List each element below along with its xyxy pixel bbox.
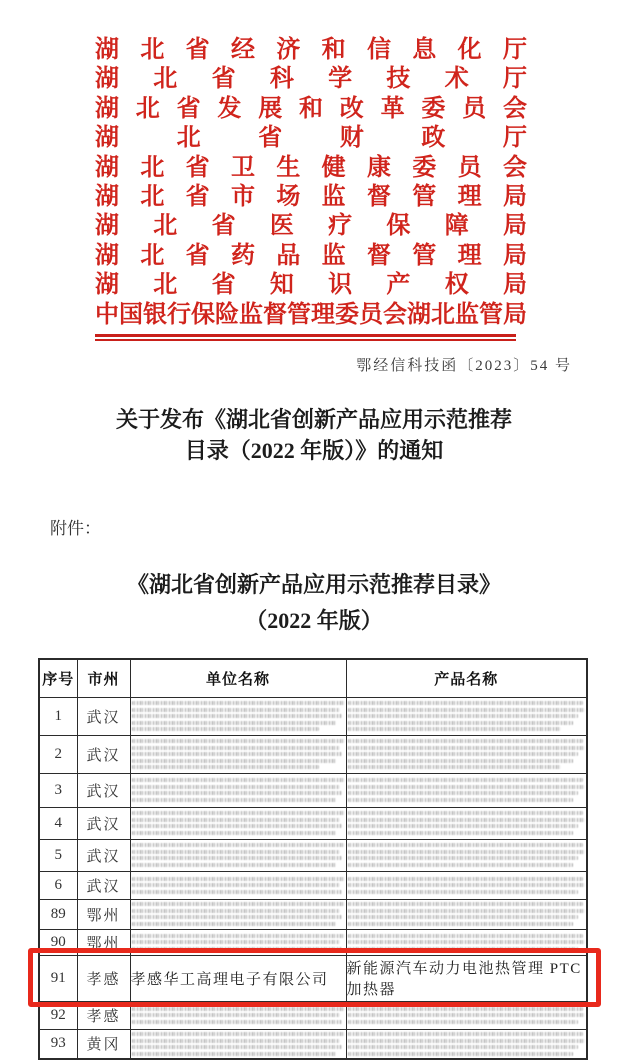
letterhead-line: 湖 北 省 经 济 和 信 息 化 厅 — [95, 37, 527, 63]
cell-no: 92 — [39, 1001, 77, 1029]
col-header-unit: 单位名称 — [130, 659, 346, 697]
table-row — [39, 1001, 587, 1029]
cell-city: 武汉 — [77, 807, 130, 839]
catalog-title — [0, 570, 628, 636]
cell-no: 1 — [39, 697, 77, 735]
redacted-content — [347, 841, 587, 869]
table-row — [39, 807, 587, 839]
redacted-content — [131, 699, 346, 733]
cell-unit — [130, 929, 346, 955]
cell-no: 5 — [39, 839, 77, 871]
redacted-content — [347, 875, 587, 896]
red-separator-rule — [95, 334, 516, 341]
cell-no: 2 — [39, 735, 77, 773]
letterhead-line: 湖 北 省 发 展 和 改 革 委 员 会 — [95, 95, 527, 122]
table-row — [39, 697, 587, 735]
table-row — [39, 735, 587, 773]
cell-no: 3 — [39, 773, 77, 807]
col-header-no: 序号 — [39, 659, 77, 697]
col-header-city: 市州 — [77, 659, 130, 697]
letterhead-line: 中 国 银 行 保 险 监 督 管 理 委 员 会 湖 北 监 管 局 — [95, 301, 527, 328]
letterhead-line: 湖 北 省 卫 生 健 康 委 员 会 — [95, 154, 527, 181]
letterhead-line: 湖 北 省 科 学 技 术 厅 — [95, 66, 527, 93]
redacted-content — [131, 900, 346, 928]
cell-city: 鄂州 — [77, 929, 130, 955]
cell-product — [346, 735, 587, 773]
cell-product — [346, 839, 587, 871]
cell-unit — [130, 807, 346, 839]
cell-product: 新能源汽车动力电池热管理 PTC 加热器 — [346, 955, 587, 1001]
table-row — [39, 839, 587, 871]
cell-city: 武汉 — [77, 697, 130, 735]
letterhead — [95, 0, 527, 330]
redacted-content — [347, 1005, 587, 1026]
redacted-content — [347, 809, 587, 837]
notice-title-line2: 目录（2022 年版）》的通知 — [184, 438, 444, 464]
redacted-content — [131, 1030, 346, 1058]
table-row — [39, 871, 587, 899]
cell-product — [346, 871, 587, 899]
redacted-content — [131, 875, 346, 896]
cell-city: 鄂州 — [77, 899, 130, 929]
cell-no: 4 — [39, 807, 77, 839]
cell-product — [346, 929, 587, 955]
cell-city: 孝感 — [77, 1001, 130, 1029]
cell-unit — [130, 735, 346, 773]
redacted-content — [347, 900, 587, 928]
cell-unit — [130, 1029, 346, 1059]
letterhead-line: 湖 北 省 药 品 监 督 管 理 局 — [95, 242, 527, 269]
cell-product — [346, 807, 587, 839]
table-header-row — [39, 659, 587, 697]
redacted-content — [131, 809, 346, 837]
letterhead-line: 湖 北 省 知 识 产 权 局 — [95, 272, 527, 299]
cell-city: 武汉 — [77, 735, 130, 773]
cell-product — [346, 1029, 587, 1059]
cell-no: 89 — [39, 899, 77, 929]
table-row — [39, 899, 587, 929]
letterhead-line: 湖 北 省 医 疗 保 障 局 — [95, 213, 527, 240]
table-row — [39, 929, 587, 955]
letterhead-line: 湖 北 省 市 场 监 督 管 理 局 — [95, 184, 527, 211]
cell-city: 武汉 — [77, 839, 130, 871]
catalog-title-line1: 《湖北省创新产品应用示范推荐目录》 — [126, 572, 501, 598]
cell-unit — [130, 773, 346, 807]
catalog-table — [38, 658, 588, 1060]
cell-unit — [130, 697, 346, 735]
cell-no: 90 — [39, 929, 77, 955]
redacted-content — [131, 841, 346, 869]
notice-title-line1: 关于发布《湖北省创新产品应用示范推荐 — [115, 407, 512, 433]
redacted-content — [131, 1005, 346, 1026]
cell-product — [346, 773, 587, 807]
cell-product — [346, 1001, 587, 1029]
cell-no: 6 — [39, 871, 77, 899]
cell-unit — [130, 839, 346, 871]
table-body — [39, 697, 587, 1059]
redacted-content — [131, 737, 346, 771]
cell-unit — [130, 899, 346, 929]
table-row — [39, 1029, 587, 1059]
cell-product — [346, 899, 587, 929]
cell-product — [346, 697, 587, 735]
cell-no: 93 — [39, 1029, 77, 1059]
cell-no: 91 — [39, 955, 77, 1001]
table-row — [39, 773, 587, 807]
cell-city: 武汉 — [77, 773, 130, 807]
redacted-content — [347, 932, 587, 953]
catalog-title-line2: （2022 年版） — [245, 608, 383, 634]
redacted-content — [347, 699, 587, 733]
redacted-content — [131, 932, 346, 953]
cell-unit — [130, 1001, 346, 1029]
col-header-product: 产品名称 — [346, 659, 587, 697]
cell-unit: 孝感华工高理电子有限公司 — [130, 955, 346, 1001]
redacted-content — [347, 1030, 587, 1058]
redacted-content — [347, 776, 587, 804]
notice-title — [0, 404, 628, 466]
letterhead-line: 湖 北 省 财 政 厅 — [95, 125, 527, 152]
redacted-content — [347, 737, 587, 771]
attachment-label: 附件： — [50, 519, 101, 539]
table-row — [39, 955, 587, 1001]
cell-city: 武汉 — [77, 871, 130, 899]
doc-number: 鄂经信科技函〔2023〕54 号 — [356, 358, 572, 375]
cell-unit — [130, 871, 346, 899]
cell-city: 孝感 — [77, 955, 130, 1001]
redacted-content — [131, 776, 346, 804]
cell-city: 黄冈 — [77, 1029, 130, 1059]
